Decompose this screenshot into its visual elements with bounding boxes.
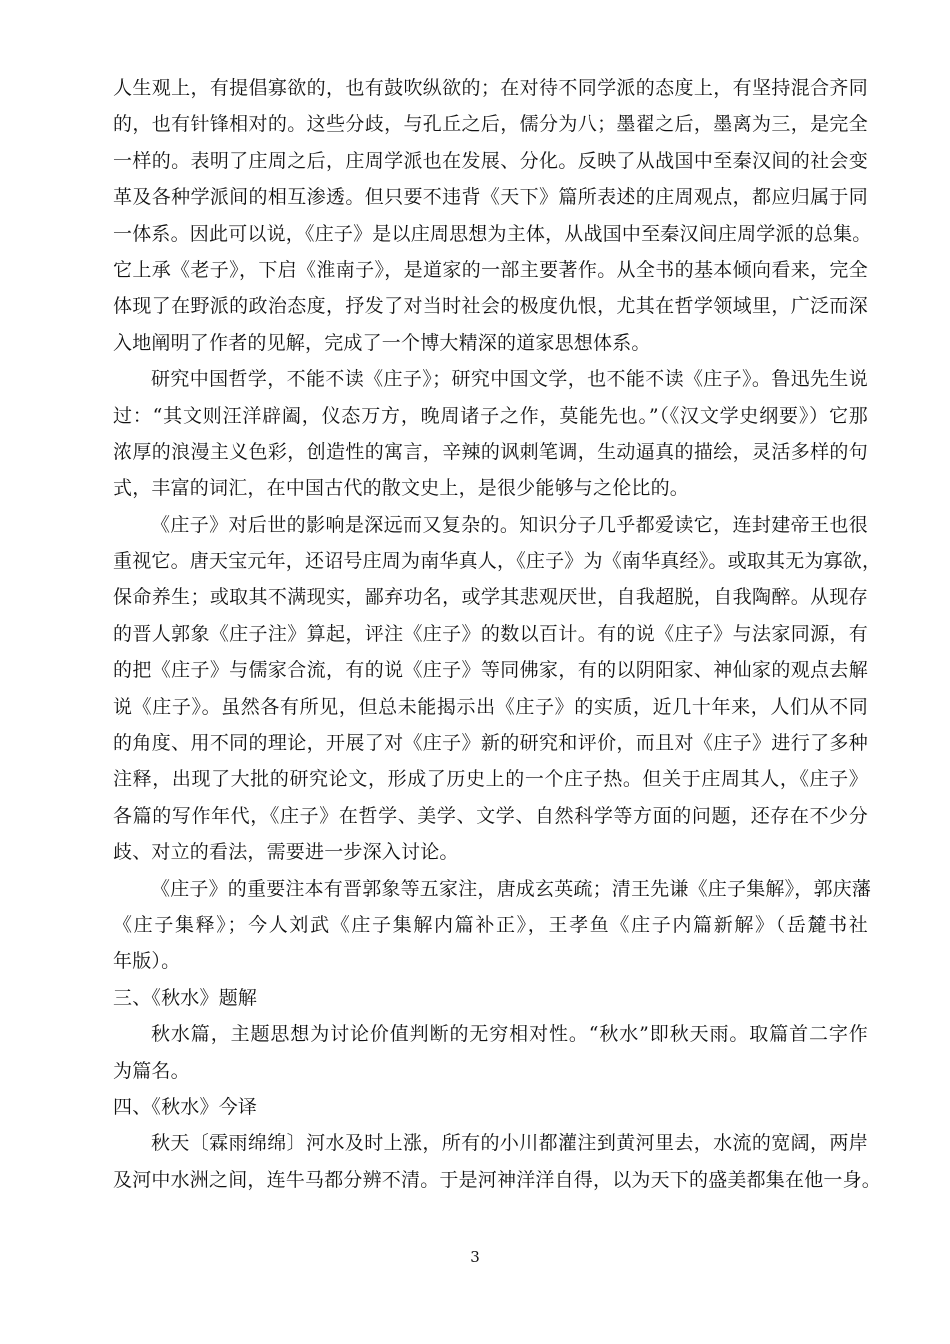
text-line: 过：“其文则汪洋辟阖，仪态万方，晚周诸子之作，莫能先也。”（《汉文学史纲要》）它那 <box>113 404 868 427</box>
text-line: 《庄子集释》；今人刘武《庄子集解内篇补正》，王孝鱼《庄子内篇新解》（岳麓书社 <box>113 913 868 936</box>
document-body <box>113 70 882 1198</box>
text-line: 各篇的写作年代，《庄子》在哲学、美学、文学、自然科学等方面的问题，还存在不少分 <box>113 804 868 827</box>
text-line: 四、《秋水》今译 <box>113 1095 258 1118</box>
text-line: 的晋人郭象《庄子注》算起，评注《庄子》的数以百计。有的说《庄子》与法家同源，有 <box>113 622 868 645</box>
text-line: 浓厚的浪漫主义色彩，创造性的寓言，辛辣的讽刺笔调，生动逼真的描绘，灵活多样的句 <box>113 440 868 463</box>
text-line: 一体系。因此可以说，《庄子》是以庄周思想为主体，从战国中至秦汉间庄周学派的总集。 <box>113 222 872 245</box>
paragraph <box>113 361 868 507</box>
text-line: 的角度、用不同的理论，开展了对《庄子》新的研究和评价，而且对《庄子》进行了多种 <box>113 732 868 755</box>
paragraph <box>113 1125 882 1198</box>
text-line: 人生观上，有提倡寡欲的，也有鼓吹纵欲的；在对待不同学派的态度上，有坚持混合齐同 <box>113 77 868 99</box>
paragraph <box>113 70 872 361</box>
text-line: 及河中水洲之间，连牛马都分辨不清。于是河神洋洋自得，以为天下的盛美都集在他一身。 <box>113 1168 882 1191</box>
text-line: 秋水篇，主题思想为讨论价值判断的无穷相对性。“秋水”即秋天雨。取篇首二字作 <box>151 1023 868 1046</box>
page-number: 3 <box>470 1248 480 1266</box>
text-line: 歧、对立的看法，需要进一步深入讨论。 <box>113 841 459 864</box>
text-line: 它上承《老子》，下启《淮南子》，是道家的一部主要著作。从全书的基本倾向看来，完全 <box>113 258 868 281</box>
text-line: 的，也有针锋相对的。这些分歧，与孔丘之后，儒分为八；墨翟之后，墨离为三，是完全 <box>113 113 868 136</box>
paragraph <box>113 980 868 1016</box>
paragraph <box>113 507 882 871</box>
text-line: 《庄子》的重要注本有晋郭象等五家注，唐成玄英疏；清王先谦《庄子集解》，郭庆藩 <box>151 877 872 900</box>
text-line: 说《庄子》。虽然各有所见，但总未能揭示出《庄子》的实质，近几十年来，人们从不同 <box>113 695 868 718</box>
text-line: 为篇名。 <box>113 1059 190 1082</box>
text-line: 研究中国哲学，不能不读《庄子》；研究中国文学，也不能不读《庄子》。鲁迅先生说 <box>151 368 868 391</box>
paragraph <box>113 871 872 980</box>
paragraph <box>113 1016 868 1089</box>
text-line: 重视它。唐天宝元年，还诏号庄周为南华真人，《庄子》为《南华真经》。或取其无为寡欲， <box>113 550 882 573</box>
text-line: 的把《庄子》与儒家合流，有的说《庄子》等同佛家，有的以阴阳家、神仙家的观点去解 <box>113 659 868 682</box>
text-line: 保命养生；或取其不满现实，鄙弃功名，或学其悲观厌世，自我超脱，自我陶醉。从现存 <box>113 586 868 609</box>
text-line: 入地阐明了作者的见解，完成了一个博大精深的道家思想体系。 <box>113 331 651 354</box>
text-line: 革及各种学派间的相互渗透。但只要不违背《天下》篇所表述的庄周观点，都应归属于同 <box>113 186 868 209</box>
text-line: 体现了在野派的政治态度，抒发了对当时社会的极度仇恨，尤其在哲学领域里，广泛而深 <box>113 295 868 318</box>
text-line: 《庄子》对后世的影响是深远而又复杂的。知识分子几乎都爱读它，连封建帝王也很 <box>151 513 868 536</box>
paragraph <box>113 1089 868 1125</box>
text-line: 一样的。表明了庄周之后，庄周学派也在发展、分化。反映了从战国中至秦汉间的社会变 <box>113 149 868 172</box>
text-line: 注释，出现了大批的研究论文，形成了历史上的一个庄子热。但关于庄周其人，《庄子》 <box>113 768 868 791</box>
text-line: 式，丰富的词汇，在中国古代的散文史上，是很少能够与之伦比的。 <box>113 477 690 500</box>
text-line: 秋天〔霖雨绵绵〕河水及时上涨，所有的小川都灌注到黄河里去，水流的宽阔，两岸 <box>151 1132 868 1155</box>
text-line: 三、《秋水》题解 <box>113 986 258 1009</box>
text-line: 年版）。 <box>113 950 181 973</box>
